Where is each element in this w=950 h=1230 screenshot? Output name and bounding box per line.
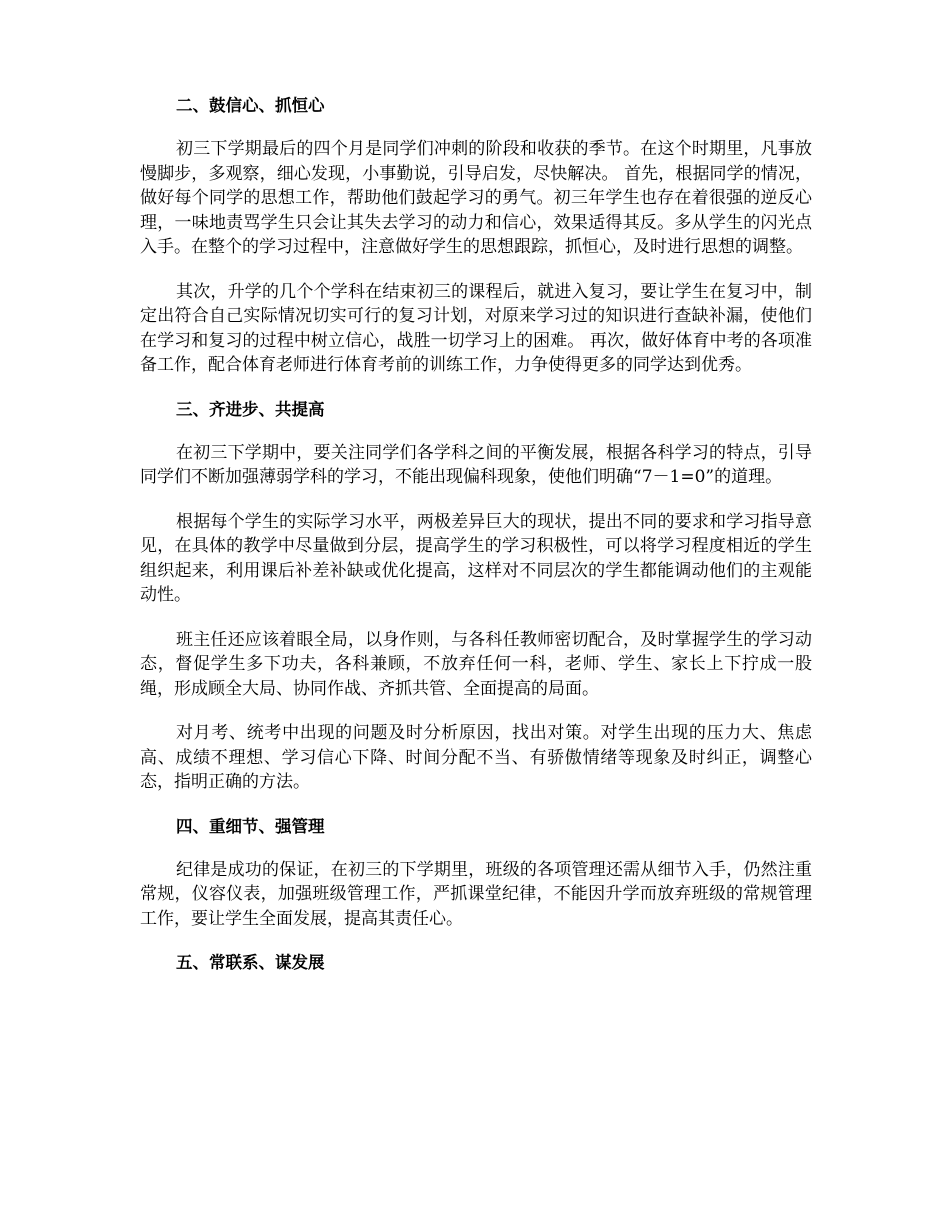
- section-heading-5: 五、常联系、谋发展: [176, 953, 325, 972]
- paragraph: 其次，升学的几个个学科在结束初三的课程后，就进入复习，要让学生在复习中，制定出符合自己实际情况切实可行的复习计划，对原来学习过的知识进行查缺补漏，使他们在学习和复习的过程中树立信心，战胜一切学习上的困难。 再次，做好体育中考的各项准备工作，配合体育老师进行体育考前的训练工作，力争使得更多的同学达到优秀。: [140, 281, 812, 375]
- paragraph: 对月考、统考中出现的问题及时分析原因，找出对策。对学生出现的压力大、焦虑高、成绩不理想、学习信心下降、时间分配不当、有骄傲情绪等现象及时纠正，调整心态，指明正确的方法。: [140, 723, 812, 792]
- paragraph: 根据每个学生的实际学习水平，两极差异巨大的现状，提出不同的要求和学习指导意见，在具体的教学中尽量做到分层，提高学生的学习积极性，可以将学习程度相近的学生组织起来，利用课后补差补缺或优化提高，这样对不同层次的学生都能调动他们的主观能动性。: [140, 511, 812, 605]
- section-heading-2: 二、鼓信心、抓恒心: [176, 96, 325, 115]
- document-body: [140, 94, 812, 975]
- paragraph: 班主任还应该着眼全局，以身作则，与各科任教师密切配合，及时掌握学生的学习动态，督促学生多下功夫，各科兼顾，不放弃任何一科，老师、学生、家长上下拧成一股绳，形成顾全大局、协同作战、齐抓共管、全面提高的局面。: [140, 629, 812, 699]
- paragraph: 在初三下学期中，要关注同学们各学科之间的平衡发展，根据各科学习的特点，引导同学们不断加强薄弱学科的学习，不能出现偏科现象，使他们明确“7－1=0”的道理。: [140, 442, 812, 487]
- section-heading-4: 四、重细节、强管理: [176, 816, 325, 836]
- section-heading-3: 三、齐进步、共提高: [176, 399, 325, 419]
- paragraph: 初三下学期最后的四个月是同学们冲刺的阶段和收获的季节。在这个时期里，凡事放慢脚步，多观察，细心发现，小事勤说，引导启发，尽快解决。 首先，根据同学的情况，做好每个同学的思想工作，帮助他们鼓起学习的勇气。初三年学生也存在着很强的逆反心理，一味地责骂学生只会让其失去学习的动力和信心，效果适得其反。多从学生的闪光点入手。在整个的学习过程中，注意做好学生的思想跟踪，抓恒心，及时进行思想的调整。: [140, 139, 812, 257]
- paragraph: 纪律是成功的保证，在初三的下学期里，班级的各项管理还需从细节入手，仍然注重常规，仪容仪表，加强班级管理工作，严抓课堂纪律，不能因升学而放弃班级的常规管理工作，要让学生全面发展，提高其责任心。: [140, 859, 812, 929]
